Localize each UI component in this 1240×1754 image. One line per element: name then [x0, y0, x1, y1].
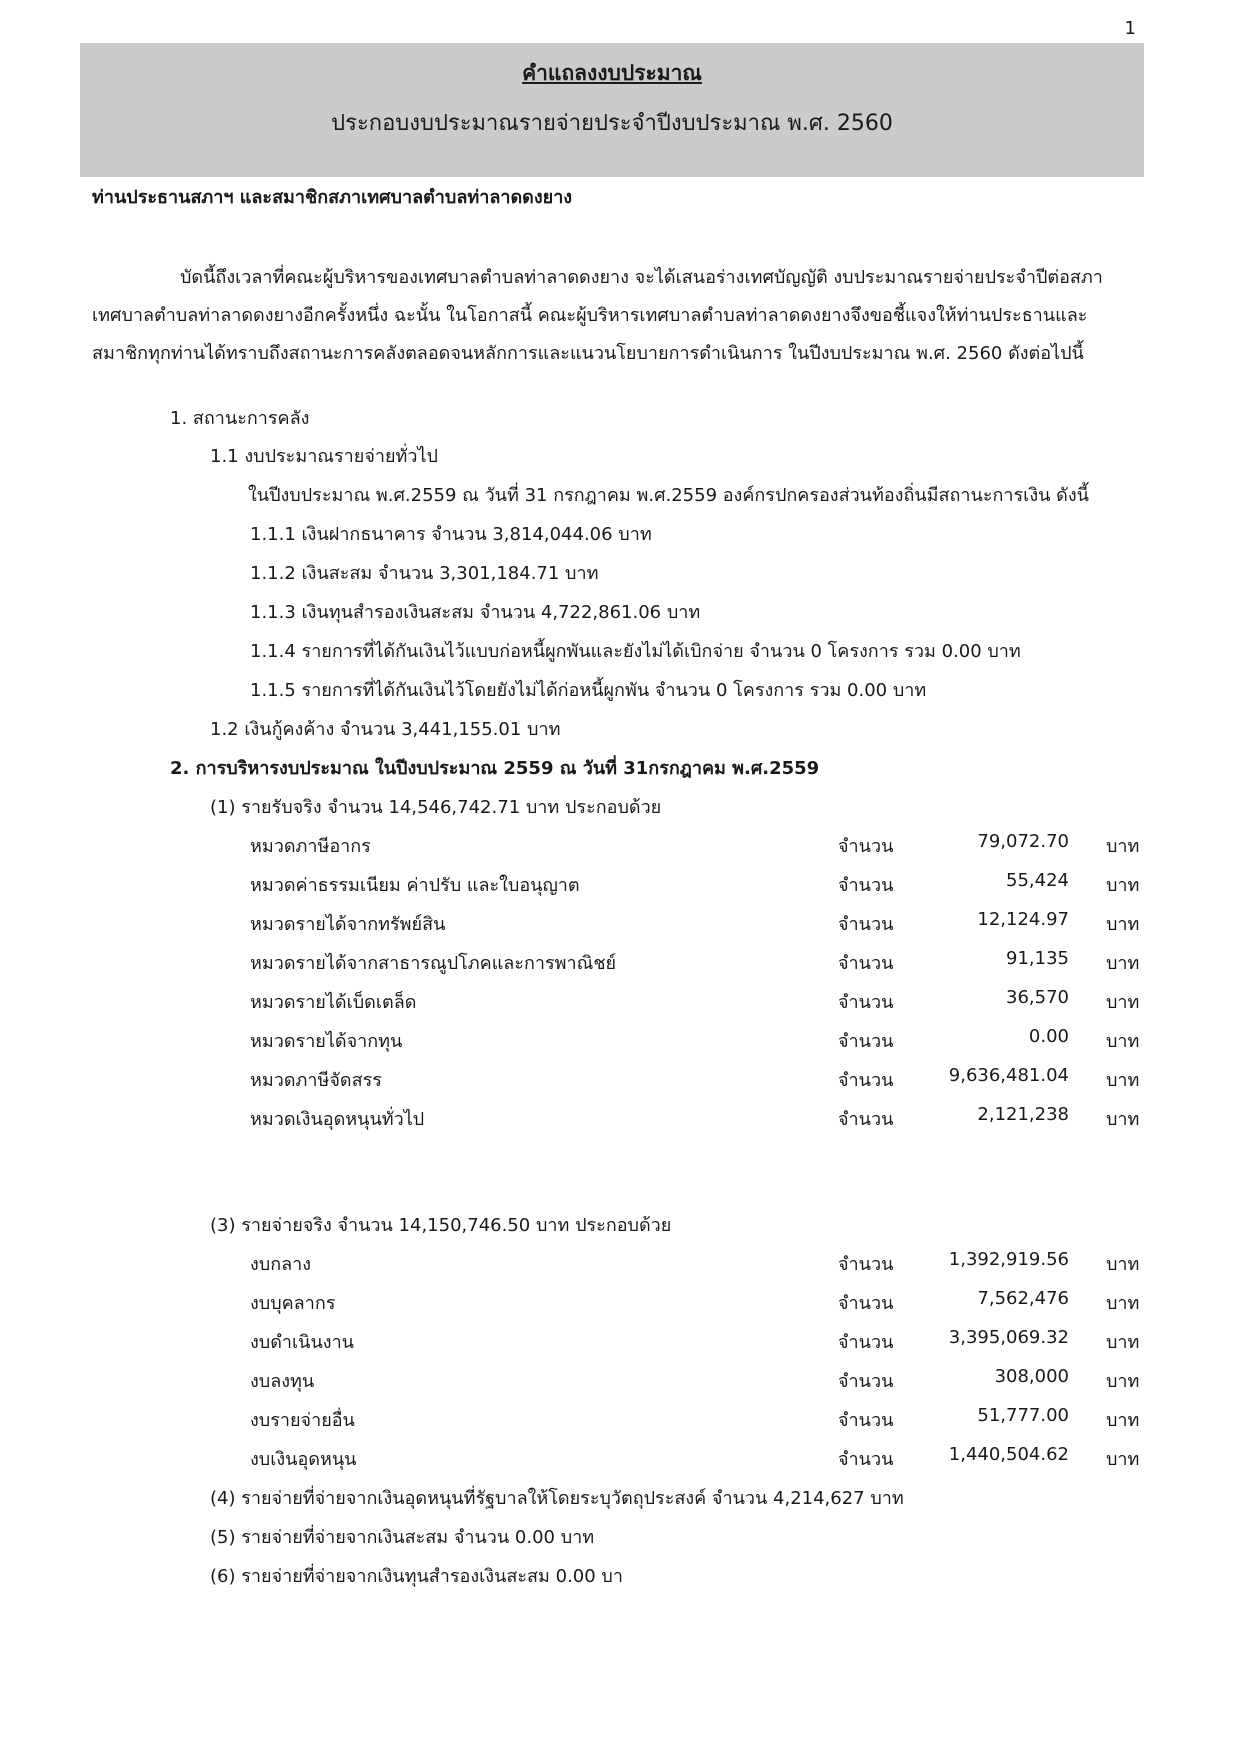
row-label: หมวดภาษีจัดสรร — [250, 1070, 382, 1091]
row-unit: จำนวน — [838, 836, 894, 857]
row-label: งบรายจ่ายอื่น — [250, 1410, 355, 1431]
row-amount: 7,562,476 — [977, 1288, 1069, 1309]
row-unit: จำนวน — [838, 1410, 894, 1431]
row-unit: จำนวน — [838, 1371, 894, 1392]
row-currency: บาท — [1106, 1332, 1140, 1353]
header-box — [80, 43, 1144, 177]
row-amount: 9,636,481.04 — [948, 1065, 1069, 1086]
row-currency: บาท — [1106, 1293, 1140, 1314]
document-subtitle: ประกอบงบประมาณรายจ่ายประจำปีงบประมาณ พ.ศ. 2560 — [331, 111, 893, 136]
section1-2-loan: 1.2 เงินกู้คงค้าง จำนวน 3,441,155.01 บาท — [210, 719, 561, 740]
row-unit: จำนวน — [838, 1449, 894, 1470]
row-label: หมวดรายได้จากทุน — [250, 1031, 403, 1052]
section1-heading: 1. สถานะการคลัง — [170, 408, 310, 429]
row-unit: จำนวน — [838, 1254, 894, 1275]
expense-heading: (3) รายจ่ายจริง จำนวน 14,150,746.50 บาท ประกอบด้วย — [210, 1215, 672, 1236]
row-currency: บาท — [1106, 1254, 1140, 1275]
income-heading: (1) รายรับจริง จำนวน 14,546,742.71 บาท ประกอบด้วย — [210, 797, 662, 818]
row-currency: บาท — [1106, 953, 1140, 974]
row-label: งบบุคลากร — [250, 1293, 336, 1314]
row-unit: จำนวน — [838, 914, 894, 935]
row-currency: บาท — [1106, 1070, 1140, 1091]
row-unit: จำนวน — [838, 992, 894, 1013]
row-unit: จำนวน — [838, 1070, 894, 1091]
row-label: หมวดรายได้จากสาธารณูปโภคและการพาณิชย์ — [250, 953, 617, 974]
row-unit: จำนวน — [838, 875, 894, 896]
row-amount: 3,395,069.32 — [948, 1327, 1069, 1348]
row-amount: 2,121,238 — [977, 1104, 1069, 1125]
section1-1-heading: 1.1 งบประมาณรายจ่ายทั่วไป — [210, 446, 438, 467]
section2-heading: 2. การบริหารงบประมาณ ในปีงบประมาณ 2559 ณ วันที่ 31กรกฎาคม พ.ศ.2559 — [170, 758, 820, 779]
row-label: หมวดเงินอุดหนุนทั่วไป — [250, 1109, 425, 1130]
row-amount: 1,440,504.62 — [948, 1444, 1069, 1465]
row-amount: 51,777.00 — [977, 1405, 1069, 1426]
note-6: (6) รายจ่ายที่จ่ายจากเงินทุนสำรองเงินสะสม 0.00 บา — [210, 1566, 623, 1587]
row-amount: 91,135 — [1006, 948, 1069, 969]
row-unit: จำนวน — [838, 1031, 894, 1052]
row-label: หมวดรายได้เบ็ดเตล็ด — [250, 992, 417, 1013]
intro-line-1: บัดนี้ถึงเวลาที่คณะผู้บริหารของเทศบาลตำบลท่าลาดดงยาง จะได้เสนอร่างเทศบัญญัติ งบประมาณรายจ่ายประจำปีต่อสภา — [180, 267, 1103, 288]
row-currency: บาท — [1106, 875, 1140, 896]
row-label: หมวดภาษีอากร — [250, 836, 371, 857]
row-currency: บาท — [1106, 1109, 1140, 1130]
row-unit: จำนวน — [838, 1109, 894, 1130]
row-unit: จำนวน — [838, 1293, 894, 1314]
document-title: คำแถลงงบประมาณ — [522, 61, 702, 85]
row-label: หมวดค่าธรรมเนียม ค่าปรับ และใบอนุญาต — [250, 875, 580, 896]
fiscal-item: 1.1.3 เงินทุนสำรองเงินสะสม จำนวน 4,722,861.06 บาท — [250, 602, 701, 623]
section1-1-intro: ในปีงบประมาณ พ.ศ.2559 ณ วันที่ 31 กรกฎาคม พ.ศ.2559 องค์กรปกครองส่วนท้องถิ่นมีสถานะการเงิน ดังนี้ — [248, 485, 1089, 506]
row-amount: 79,072.70 — [977, 831, 1069, 852]
row-unit: จำนวน — [838, 953, 894, 974]
row-label: งบดำเนินงาน — [250, 1332, 354, 1353]
row-amount: 0.00 — [1028, 1026, 1069, 1047]
row-amount: 12,124.97 — [977, 909, 1069, 930]
row-unit: จำนวน — [838, 1332, 894, 1353]
row-amount: 36,570 — [1006, 987, 1069, 1008]
row-currency: บาท — [1106, 1031, 1140, 1052]
row-amount: 55,424 — [1006, 870, 1069, 891]
row-label: งบลงทุน — [250, 1371, 315, 1392]
note-5: (5) รายจ่ายที่จ่ายจากเงินสะสม จำนวน 0.00 บาท — [210, 1527, 595, 1548]
row-currency: บาท — [1106, 1449, 1140, 1470]
fiscal-item: 1.1.2 เงินสะสม จำนวน 3,301,184.71 บาท — [250, 563, 599, 584]
fiscal-item: 1.1.4 รายการที่ได้กันเงินไว้แบบก่อหนี้ผูกพันและยังไม่ได้เบิกจ่าย จำนวน 0 โครงการ รวม 0.00 บาท — [250, 641, 1021, 662]
row-currency: บาท — [1106, 914, 1140, 935]
row-currency: บาท — [1106, 836, 1140, 857]
row-currency: บาท — [1106, 1371, 1140, 1392]
fiscal-item: 1.1.1 เงินฝากธนาคาร จำนวน 3,814,044.06 บาท — [250, 524, 652, 545]
row-label: งบกลาง — [250, 1254, 312, 1275]
intro-line-2: เทศบาลตำบลท่าลาดดงยางอีกครั้งหนึ่ง ฉะนั้น ในโอกาสนี้ คณะผู้บริหารเทศบาลตำบลท่าลาดดงยางจึงขอชี้แจงให้ท่านประธานและ — [92, 305, 1088, 326]
row-label: หมวดรายได้จากทรัพย์สิน — [250, 914, 446, 935]
row-amount: 308,000 — [994, 1366, 1069, 1387]
row-currency: บาท — [1106, 1410, 1140, 1431]
intro-line-3: สมาชิกทุกท่านได้ทราบถึงสถานะการคลังตลอดจนหลักการและแนวนโยบายการดำเนินการ ในปีงบประมาณ พ.ศ. 2560 ดังต่อไปนี้ — [92, 343, 1084, 364]
row-label: งบเงินอุดหนุน — [250, 1449, 357, 1470]
row-amount: 1,392,919.56 — [948, 1249, 1069, 1270]
page-number: 1 — [1124, 18, 1136, 39]
fiscal-item: 1.1.5 รายการที่ได้กันเงินไว้โดยยังไม่ได้ก่อหนี้ผูกพัน จำนวน 0 โครงการ รวม 0.00 บาท — [250, 680, 927, 701]
row-currency: บาท — [1106, 992, 1140, 1013]
salutation: ท่านประธานสภาฯ และสมาชิกสภาเทศบาลตำบลท่าลาดดงยาง — [92, 187, 573, 208]
note-4: (4) รายจ่ายที่จ่ายจากเงินอุดหนุนที่รัฐบาลให้โดยระบุวัตถุประสงค์ จำนวน 4,214,627 บาท — [210, 1488, 904, 1509]
